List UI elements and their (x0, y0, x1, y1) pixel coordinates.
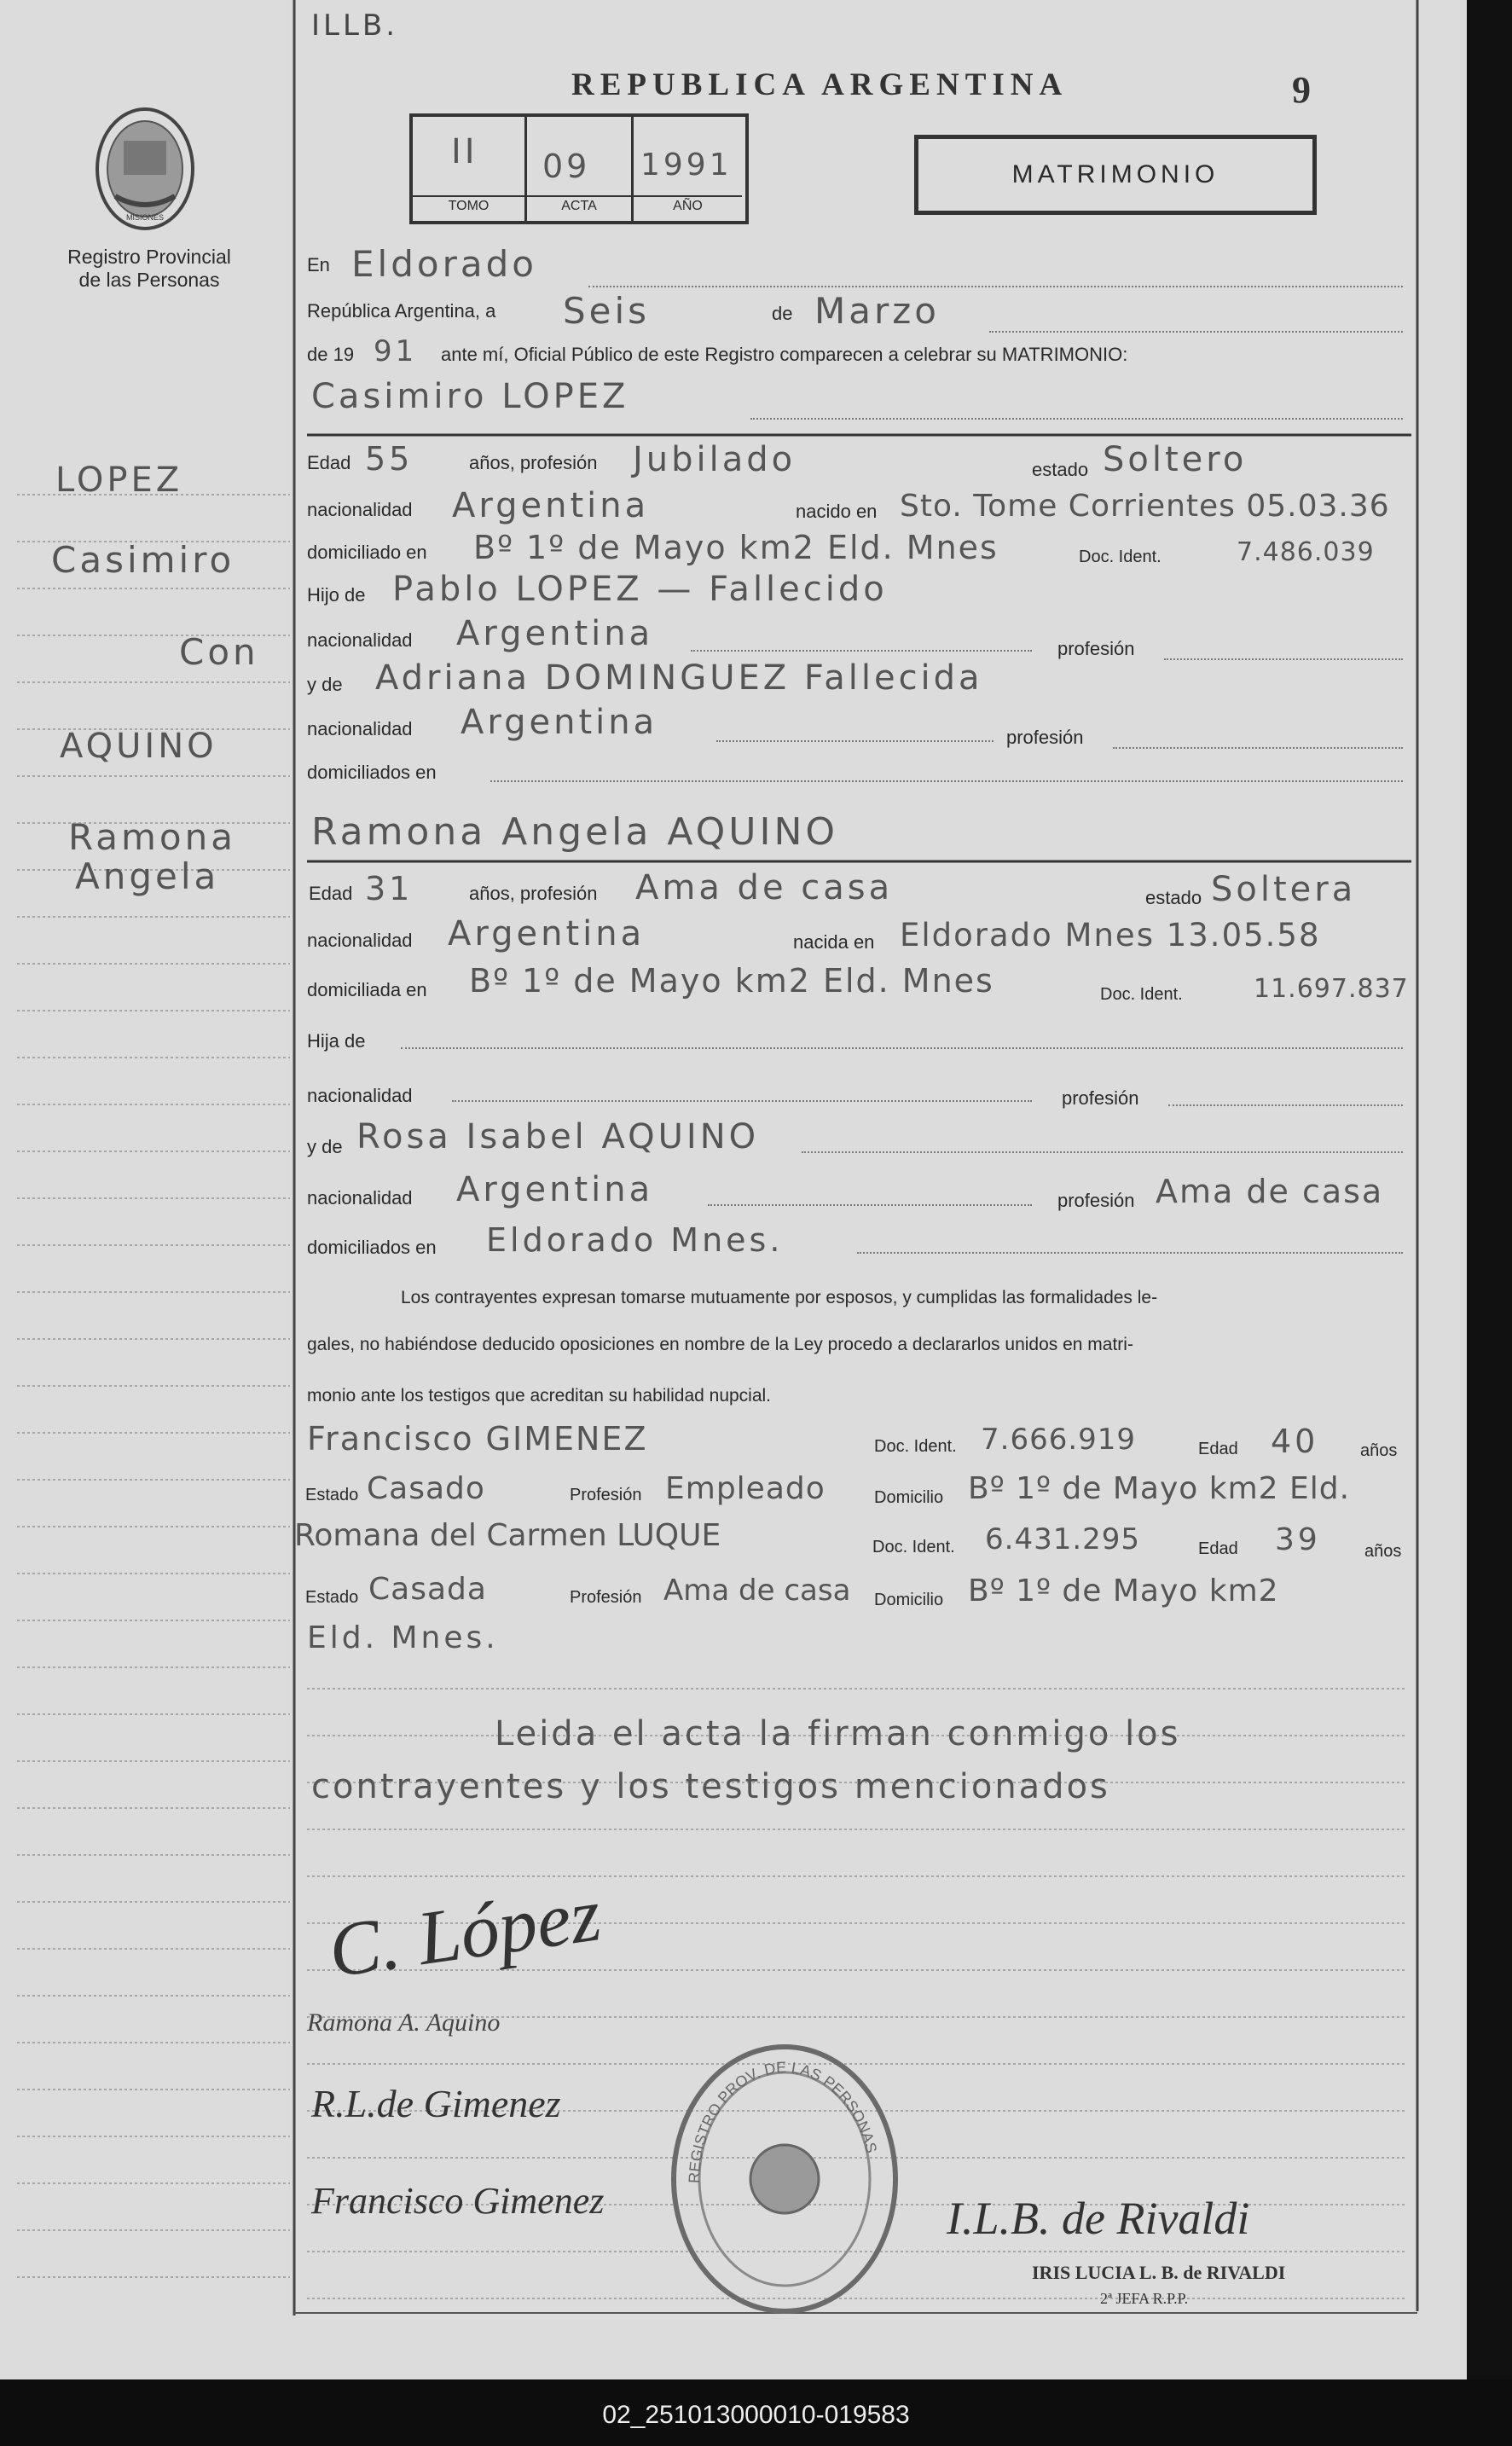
intro-text: ante mí, Oficial Público de este Registro comparecen a celebrar su MATRIMONIO: (441, 344, 1128, 365)
groom-father-prof-label: profesión (1057, 638, 1135, 659)
groom-nacido: Sto. Tome Corrientes 05.03.36 (900, 489, 1390, 524)
margin-surname-groom: LOPEZ (55, 461, 183, 500)
bride-nacida: Eldorado Mnes 13.05.58 (900, 917, 1321, 953)
bride-estado-label: estado (1145, 887, 1202, 908)
witness1-edad-label: Edad (1198, 1440, 1238, 1458)
ano-cell (634, 117, 742, 221)
acta-box (409, 113, 749, 224)
groom-hijo-label: Hijo de (307, 584, 366, 606)
official-title: 2ª JEFA R.P.P. (1100, 2290, 1189, 2307)
acta-label: ACTA (527, 195, 631, 214)
groom-nacido-label: nacido en (796, 501, 878, 522)
groom-doc: 7.486.039 (1237, 537, 1375, 567)
tomo-cell (413, 117, 527, 221)
groom-mother: Adriana DOMINGUEZ Fallecida (375, 658, 983, 698)
witness2-edad: 39 (1275, 1522, 1321, 1557)
declaration-line-1: Los contrayentes expresan tomarse mutuamente por esposos, y cumplidas las formalidades le- (401, 1288, 1158, 1307)
witness1-domicilio: Bº 1º de Mayo km2 Eld. (968, 1471, 1351, 1506)
bride-prof-label: años, profesión (469, 883, 598, 904)
bride-edad: 31 (365, 870, 414, 907)
place-value: Eldorado (351, 243, 537, 285)
bride-mother-prof: Ama de casa (1156, 1173, 1384, 1210)
de-label: de (772, 303, 793, 324)
groom-full-name: Casimiro LOPEZ (311, 377, 629, 416)
witness1-doc-label: Doc. Ident. (874, 1437, 957, 1456)
groom-mother-nac: Argentina (461, 703, 658, 742)
signature-groom: C. López (323, 1872, 606, 1994)
bride-mother-prof-label: profesión (1057, 1190, 1135, 1211)
document-type-box: MATRIMONIO (914, 135, 1317, 215)
groom-father: Pablo LOPEZ — Fallecido (392, 570, 888, 609)
closing-line-2: contrayentes y los testigos mencionados (311, 1767, 1110, 1806)
witness2-dom-label: Domicilio (874, 1591, 944, 1609)
groom-domiciliados-label: domiciliados en (307, 762, 437, 783)
groom-nac-label: nacionalidad (307, 499, 413, 520)
witness1-name: Francisco GIMENEZ (307, 1420, 648, 1458)
bride-nacida-label: nacida en (793, 931, 875, 953)
groom-estado-label: estado (1032, 459, 1089, 480)
bride-hija-label: Hija de (307, 1030, 366, 1052)
groom-father-nac: Argentina (456, 614, 654, 653)
signature-official: I.L.B. de Rivaldi (947, 2193, 1250, 2244)
witness1-prof-label: Profesión (570, 1486, 642, 1504)
bride-nac2-label: nacionalidad (307, 1085, 413, 1106)
registry-line-2: de las Personas (78, 269, 220, 291)
bride-estado: Soltera (1211, 870, 1357, 909)
republica-label: República Argentina, a (307, 300, 496, 322)
signature-bride: Ramona A. Aquino (307, 2008, 501, 2037)
bride-yde-label: y de (307, 1136, 343, 1157)
bride-dom-label: domiciliada en (307, 979, 427, 1000)
closing-line-1: Leida el acta la firman conmigo los (495, 1714, 1181, 1753)
witness1-profesion: Empleado (665, 1471, 826, 1506)
groom-nacionalidad: Argentina (452, 486, 650, 525)
witness2-estado: Casada (368, 1572, 487, 1607)
groom-mother-prof-label: profesión (1006, 727, 1084, 748)
emblem-caption: MISIONES (126, 213, 165, 222)
tomo-label: TOMO (413, 195, 524, 214)
witness1-estado-label: Estado (305, 1486, 359, 1504)
bride-mother-nac-label: nacionalidad (307, 1187, 413, 1209)
bride-mother: Rosa Isabel AQUINO (356, 1117, 760, 1156)
groom-domicilio: Bº 1º de Mayo km2 Eld. Mnes (473, 529, 999, 566)
groom-profesion: Jubilado (633, 440, 797, 479)
declaration-line-3: monio ante los testigos que acreditan su habilidad nupcial. (307, 1386, 772, 1406)
witness2-profesion: Ama de casa (663, 1574, 851, 1608)
registry-name (47, 246, 252, 292)
witness2-doc-label: Doc. Ident. (872, 1538, 955, 1556)
declaration-line-2: gales, no habiéndose deducido oposiciones en nombre de la Ley procedo a declararlos unidos en matri- (307, 1335, 1133, 1354)
bride-nac-label: nacionalidad (307, 930, 413, 951)
witness1-anos-label: años (1360, 1441, 1398, 1460)
bride-doc: 11.697.837 (1254, 974, 1409, 1004)
bride-domicilio: Bº 1º de Mayo km2 Eld. Mnes (469, 962, 994, 1000)
groom-edad-label: Edad (307, 452, 351, 473)
witness2-prof-label: Profesión (570, 1588, 642, 1607)
witness2-domicilio-cont: Eld. Mnes. (307, 1620, 499, 1655)
witness2-doc: 6.431.295 (985, 1522, 1141, 1556)
registry-line-1: Registro Provincial (67, 246, 231, 268)
en-label: En (307, 254, 330, 275)
witness1-dom-label: Domicilio (874, 1488, 944, 1507)
witness2-domicilio: Bº 1º de Mayo km2 (968, 1574, 1279, 1608)
witness2-anos-label: años (1364, 1542, 1402, 1561)
witness1-edad: 40 (1271, 1423, 1319, 1460)
bride-edad-label: Edad (309, 883, 353, 904)
official-stamp-icon (665, 2038, 904, 2320)
ano-value: 1991 (640, 148, 733, 183)
bride-full-name: Ramona Angela AQUINO (311, 810, 839, 854)
groom-yde-label: y de (307, 674, 343, 695)
month-value: Marzo (814, 290, 940, 332)
signature-witness2: R.L.de Gimenez (311, 2082, 561, 2125)
margin-surname-bride: AQUINO (60, 727, 217, 766)
groom-prof-label: años, profesión (469, 452, 598, 473)
official-name: IRIS LUCIA L. B. de RIVALDI (1032, 2262, 1286, 2283)
bride-profesion: Ama de casa (635, 868, 894, 907)
ano-label: AÑO (634, 195, 742, 214)
year-value: 91 (374, 334, 418, 368)
bride-mother-nac: Argentina (456, 1170, 654, 1209)
bride-prof2-label: profesión (1062, 1087, 1139, 1109)
footer-code: 02_251013000010-019583 (602, 2401, 910, 2429)
margin-name-groom: Casimiro (51, 539, 235, 581)
groom-dom-label: domiciliado en (307, 542, 427, 563)
groom-mother-nac-label: nacionalidad (307, 718, 413, 739)
page-number: 9 (1292, 69, 1311, 111)
corner-note: ILLB. (311, 9, 399, 43)
bride-nacionalidad: Argentina (448, 914, 646, 953)
groom-doc-label: Doc. Ident. (1079, 548, 1162, 566)
bride-domiciliados: Eldorado Mnes. (486, 1221, 784, 1259)
acta-cell (527, 117, 634, 221)
witness1-estado: Casado (367, 1471, 485, 1506)
country-title: REPUBLICA ARGENTINA (571, 67, 1069, 102)
signature-witness1: Francisco Gimenez (311, 2180, 605, 2222)
bride-doc-label: Doc. Ident. (1100, 985, 1183, 1004)
tomo-value: II (451, 132, 478, 171)
margin-name-bride: Ramona (68, 816, 236, 858)
witness2-estado-label: Estado (305, 1588, 359, 1607)
stamp-text: REGISTRO PROV. DE LAS PERSONAS (685, 2058, 881, 2184)
bride-domiciliados-label: domiciliados en (307, 1237, 437, 1258)
groom-estado: Soltero (1103, 440, 1248, 479)
witness2-edad-label: Edad (1198, 1539, 1238, 1558)
groom-father-nac-label: nacionalidad (307, 629, 413, 651)
margin-name-bride-2: Angela (75, 855, 220, 897)
witness1-doc: 7.666.919 (981, 1423, 1137, 1457)
day-value: Seis (563, 290, 651, 332)
margin-conjunction: Con (179, 631, 259, 673)
acta-value: 09 (542, 148, 591, 185)
witness2-name: Romana del Carmen LUQUE (294, 1518, 721, 1553)
year-prefix: de 19 (307, 344, 355, 365)
groom-edad: 55 (365, 440, 414, 478)
